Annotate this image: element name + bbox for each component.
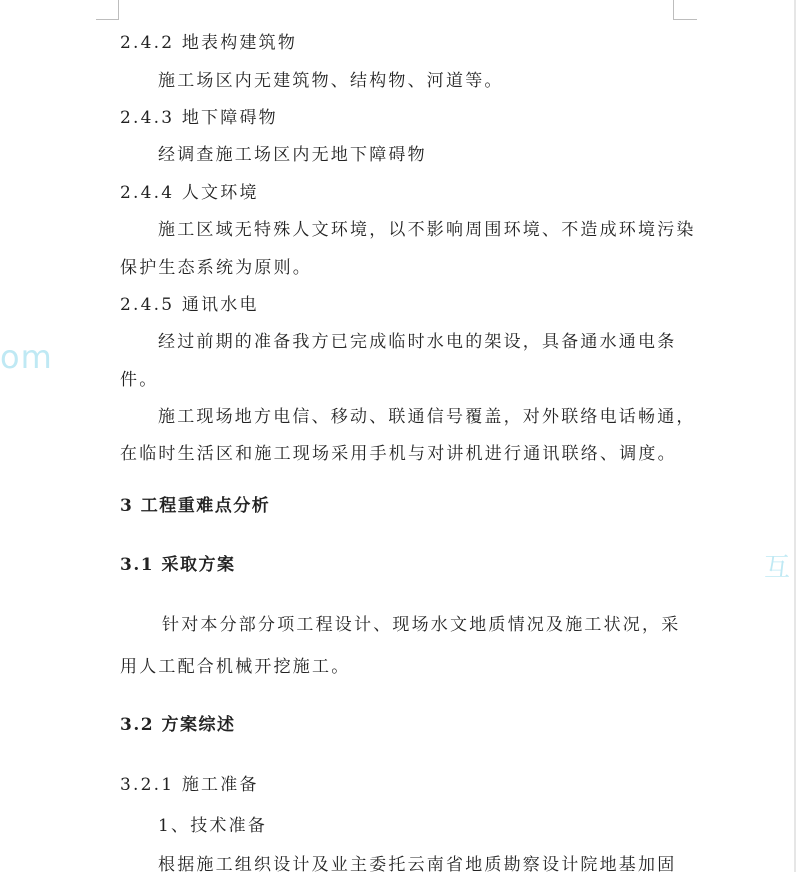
heading-2-4-2: 2.4.2 地表构建筑物	[120, 33, 298, 53]
heading-2-4-4: 2.4.4 人文环境	[120, 183, 259, 203]
paragraph-line: 保护生态系统为原则。	[120, 258, 312, 278]
paragraph-line: 件。	[120, 370, 159, 390]
watermark-left: om	[0, 338, 53, 376]
paragraph-line: 施工场区内无建筑物、结构物、河道等。	[158, 71, 504, 91]
paragraph-line: 针对本分部分项工程设计、现场水文地质情况及施工状况，采	[162, 615, 681, 635]
paragraph-line: 根据施工组织设计及业主委托云南省地质勘察设计院地基加固	[158, 855, 677, 875]
crop-mark-top-left	[96, 19, 119, 20]
crop-mark-top-left	[118, 0, 119, 20]
paragraph-line: 在临时生活区和施工现场采用手机与对讲机进行通讯联络、调度。	[120, 444, 677, 464]
paragraph-line: 施工现场地方电信、移动、联通信号覆盖，对外联络电话畅通，	[158, 407, 696, 427]
paragraph-line: 施工区域无特殊人文环境，以不影响周围环境、不造成环境污染	[158, 220, 696, 240]
heading-3-2-1: 3.2.1 施工准备	[120, 775, 259, 795]
heading-2-4-3: 2.4.3 地下障碍物	[120, 108, 278, 128]
section-heading-3-1: 3.1 采取方案	[120, 555, 236, 575]
paragraph-line: 经调查施工场区内无地下障碍物	[158, 145, 427, 165]
paragraph-line: 用人工配合机械开挖施工。	[120, 657, 351, 677]
watermark-right: 互	[764, 553, 791, 583]
crop-mark-top-right	[673, 19, 697, 20]
section-heading-3: 3 工程重难点分析	[120, 496, 271, 516]
list-item: 1、技术准备	[158, 816, 268, 836]
section-heading-3-2: 3.2 方案综述	[120, 715, 236, 735]
heading-2-4-5: 2.4.5 通讯水电	[120, 295, 259, 315]
paragraph-line: 经过前期的准备我方已完成临时水电的架设，具备通水通电条	[158, 332, 677, 352]
crop-mark-top-right	[673, 0, 674, 20]
